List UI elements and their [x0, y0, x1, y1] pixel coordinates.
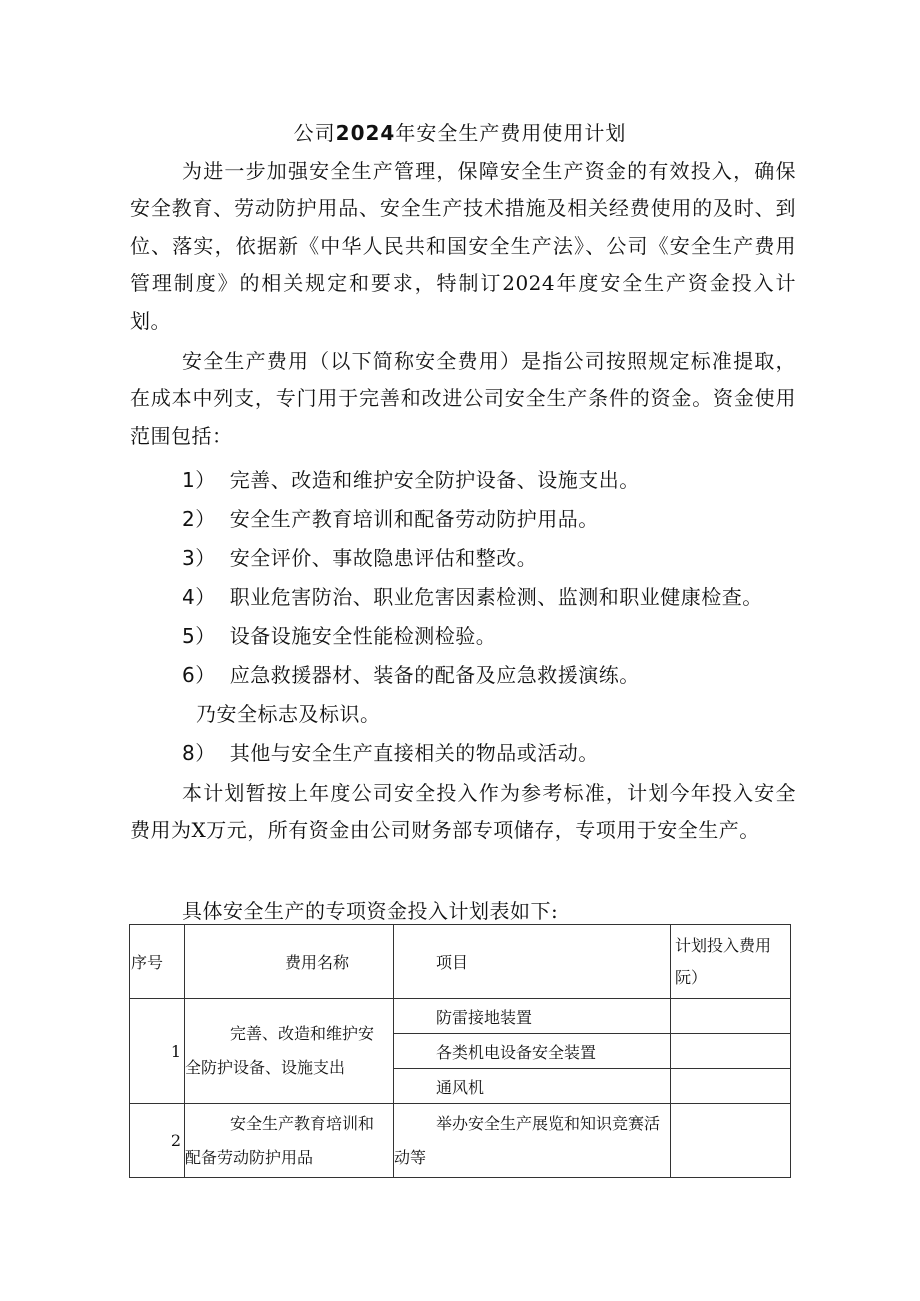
list-item-number: 4） — [182, 585, 216, 609]
title-suffix: 年安全生产费用使用计划 — [395, 121, 627, 145]
list-item — [182, 461, 763, 500]
list-item-number: 2） — [182, 507, 216, 531]
header-name: 费用名称 — [185, 925, 394, 999]
row-project: 通风机 — [394, 1069, 671, 1104]
list-item — [182, 617, 763, 656]
definition-paragraph: 安全生产费用（以下简称安全费用）是指公司按照规定标准提取，在成本中列支，专门用于完善和改进公司安全生产条件的资金。资金使用范围包括： — [130, 349, 796, 448]
list-item-number: 3） — [182, 546, 216, 570]
intro-paragraph: 为进一步加强安全生产管理，保障安全生产资金的有效投入，确保安全教育、劳动防护用品、安全生产技术措施及相关经费使用的及时、到位、落实，依据新《中华人民共和国安全生产法》、公司《安全生产费用管理制度》的相关规定和要求，特制订2024年度安全生产资金投入计划。 — [130, 159, 796, 333]
list-item-text: 应急救援器材、装备的配备及应急救援演练。 — [229, 663, 640, 687]
list-item — [182, 656, 763, 695]
list-item-text: 职业危害防治、职业危害因素检测、监测和职业健康检查。 — [229, 585, 763, 609]
list-item — [182, 695, 763, 734]
list-item-text: 安全评价、事故隐患评估和整改。 — [229, 546, 538, 570]
table-header-row — [130, 925, 791, 999]
row-fee — [671, 1104, 791, 1178]
budget-paragraph: 本计划暂按上年度公司安全投入作为参考标准，计划今年投入安全费用为X万元，所有资金由公司财务部专项储存，专项用于安全生产。 — [130, 781, 796, 843]
header-seq: 序号 — [130, 925, 185, 999]
title-prefix: 公司 — [293, 121, 336, 145]
document-title — [0, 118, 920, 148]
list-item-text: 完善、改造和维护安全防护设备、设施支出。 — [229, 468, 640, 492]
row-seq: 2 — [130, 1104, 185, 1178]
list-item — [182, 734, 763, 773]
list-item-text: 安全生产教育培训和配备劳动防护用品。 — [229, 507, 599, 531]
row-fee — [671, 1034, 791, 1069]
row-project: 各类机电设备安全装置 — [394, 1034, 671, 1069]
list-item — [182, 578, 763, 617]
table-row — [130, 999, 791, 1034]
list-item-text: 乃安全标志及标识。 — [196, 702, 381, 726]
row-name: 安全生产教育培训和配备劳动防护用品 — [185, 1104, 394, 1178]
row-fee — [671, 999, 791, 1034]
row-project: 防雷接地装置 — [394, 999, 671, 1034]
list-item-text: 设备设施安全性能检测检验。 — [229, 624, 497, 648]
header-project: 项目 — [394, 925, 671, 999]
list-item-number: 1） — [182, 468, 216, 492]
row-name: 完善、改造和维护安全防护设备、设施支出 — [185, 999, 394, 1104]
header-fee: 计划投入费用阮） — [671, 925, 791, 999]
table-row — [130, 1104, 791, 1178]
title-year: 2024 — [335, 121, 396, 145]
list-item-text: 其他与安全生产直接相关的物品或活动。 — [229, 741, 599, 765]
row-seq: 1 — [130, 999, 185, 1104]
table-caption: 具体安全生产的专项资金投入计划表如下: — [182, 899, 559, 923]
list-item — [182, 539, 763, 578]
list-item-number: 8） — [182, 741, 216, 765]
list-item — [182, 500, 763, 539]
scope-list — [182, 461, 763, 773]
row-project: 举办安全生产展览和知识竞赛活动等 — [394, 1104, 671, 1178]
investment-plan-table — [129, 924, 791, 1178]
list-item-number: 5） — [182, 624, 216, 648]
row-fee — [671, 1069, 791, 1104]
list-item-number: 6） — [182, 663, 216, 687]
